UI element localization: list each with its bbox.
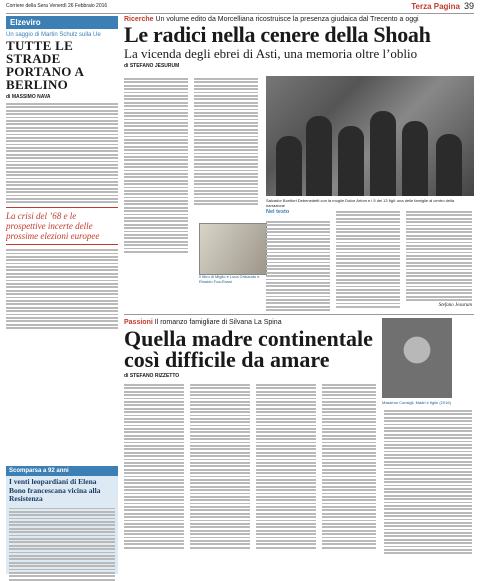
strap-text-2: Il romanzo famigliare di Silvana La Spina [154,319,282,326]
section-label [411,0,474,15]
main-headline: Le radici nella cenere della Shoah [124,22,431,47]
text-column [194,76,258,205]
text-column [384,408,472,554]
obituary-headline: I venti leopardiani di Elena Bono francescana vicina alla Resistenza [9,477,101,503]
article-kicker: Un saggio di Martin Schulz sulla Ue [6,32,101,38]
strap-label-2: Passioni [124,319,153,326]
pull-quote: La crisi del ’68 e le prospettive incerte delle prossime elezioni europee [6,207,118,245]
obituary-box [6,466,118,574]
text-column [322,382,376,549]
page-header [6,0,474,14]
left-byline: di MASSIMO NAVA [6,94,51,100]
strap-text: Un volume edito da Morcelliana ricostruisce la presenza giudaica dal Trecento a oggi [155,16,419,23]
column-kicker: Elzeviro [6,16,118,29]
body-text-block [6,508,118,581]
nel-testo-label: Nel testo [266,209,290,215]
section-name: Terza Pagina [411,2,460,11]
painting-photo [382,318,452,398]
family-photo [266,76,474,196]
body-text-block [6,103,118,203]
second-headline: Quella madre continentale così difficile da amare [124,326,373,372]
text-column [266,219,330,311]
text-column [256,382,316,549]
book-photo [199,223,267,275]
section-strap-2 [124,319,282,326]
main-article [124,16,474,405]
text-column [336,209,400,308]
text-column [190,382,250,549]
text-column [124,382,184,549]
painting-caption: Massimo Consigli, Madri e figlie (2016) [382,400,451,405]
main-subheadline: La vicenda degli ebrei di Asti, una memoria oltre l’oblio [124,46,418,61]
section-divider [124,314,474,315]
main-byline: di STEFANO JESURUM [124,63,180,69]
second-byline: di STEFANO RIZZETTO [124,373,180,379]
page-number: 39 [463,1,474,11]
author-signature: Stefano Jesurum [438,302,472,308]
text-column [406,209,472,308]
newspaper-dateline: Corriere della Sera Venerdì 26 Febbraio 2016 [6,3,108,9]
obituary-label: Scomparsa a 92 anni [6,466,118,476]
left-column [6,16,118,574]
body-text-block [6,249,118,329]
left-headline: TUTTE LE STRADE PORTANO A BERLINO [6,38,84,92]
photo-caption: Salvador Bonifort Debenedetti con la moglie Dolce Artom e i 5 dei 13 figli: una delle famiglie al centro della narrazione [266,198,455,208]
text-column [124,76,188,253]
strap-label: Ricerche [124,16,154,23]
book-caption: Il libro di Miglio e Luca Gribaudo e Rinaldo Foa-Rossi [199,274,260,284]
